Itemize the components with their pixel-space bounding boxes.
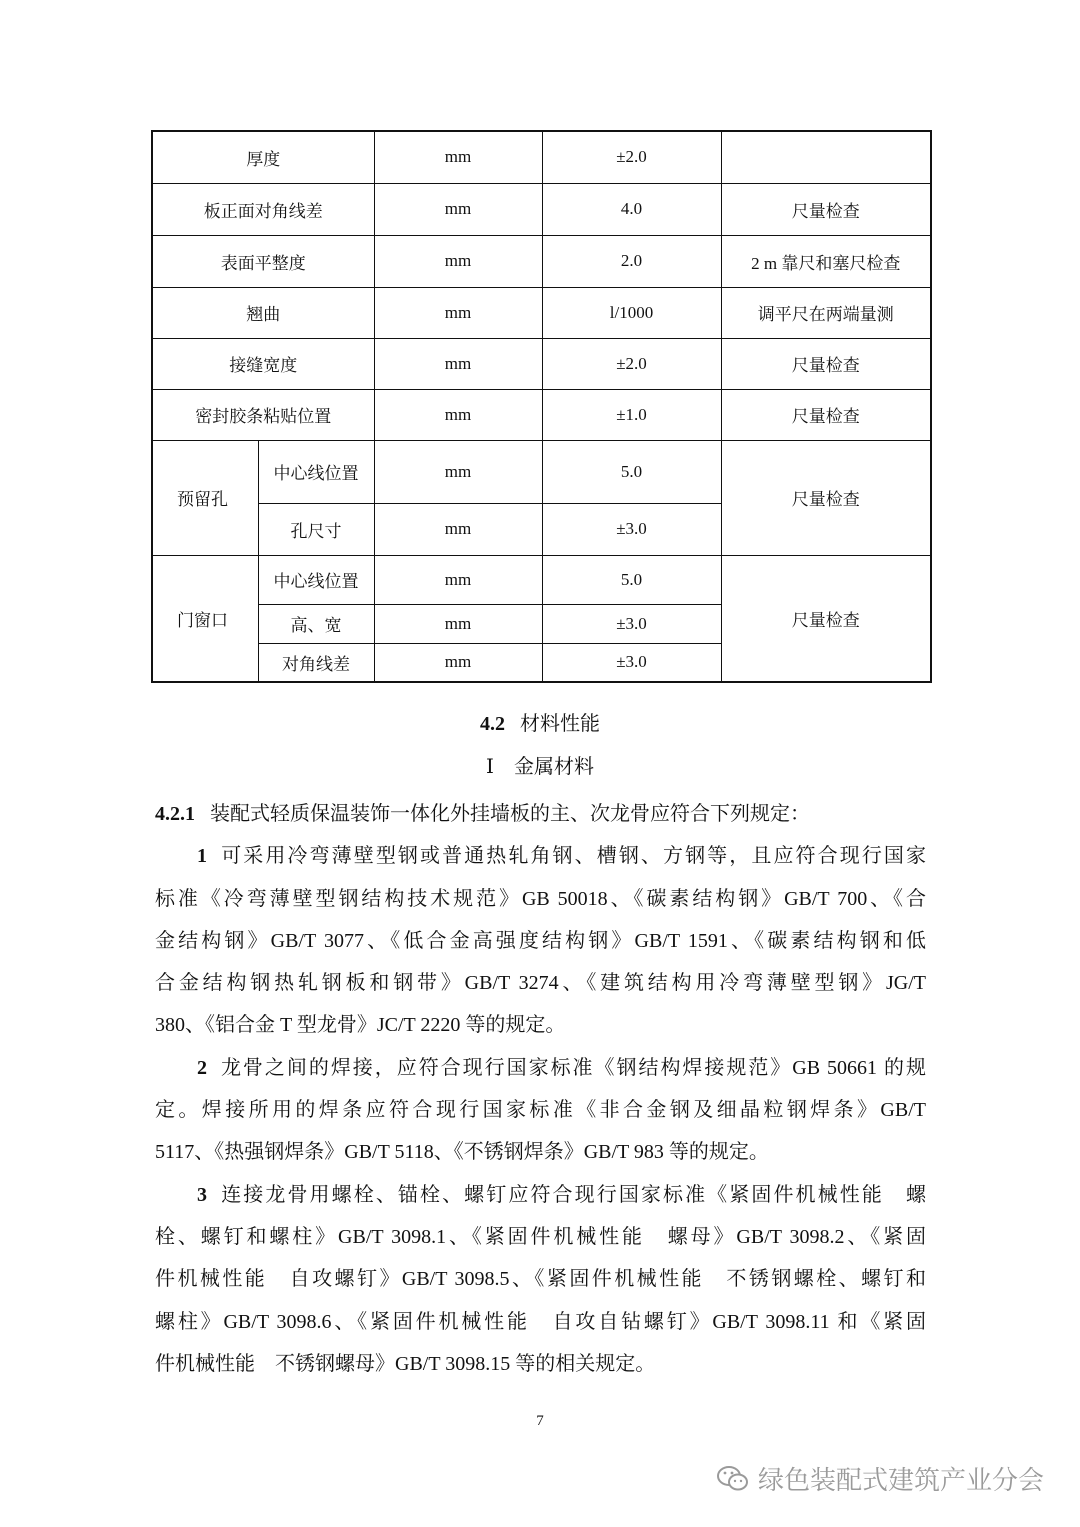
body-text xyxy=(155,793,926,1385)
tolerance-cell: 2.0 xyxy=(542,235,721,287)
unit-cell: mm xyxy=(374,183,542,235)
paragraph-line xyxy=(155,962,926,1004)
method-cell: 尺量检查 xyxy=(721,338,931,389)
section-title: 材料性能 xyxy=(520,713,600,735)
item-cell: 厚度 xyxy=(152,131,374,183)
line-text: 金结构钢》GB/T 3077、《低合金高强度结构钢》GB/T 1591、《碳素结构钢和低 xyxy=(155,929,926,952)
table-row xyxy=(152,183,931,235)
unit-cell: mm xyxy=(374,338,542,389)
table-row xyxy=(152,131,931,183)
sub-item-cell: 高、宽 xyxy=(258,604,374,643)
item-cell: 板正面对角线差 xyxy=(152,183,374,235)
unit-cell: mm xyxy=(374,604,542,643)
table-row xyxy=(152,287,931,338)
line-text: 龙骨之间的焊接，应符合现行国家标准《钢结构焊接规范》GB 50661 的规 xyxy=(220,1056,926,1079)
line-text: 螺柱》GB/T 3098.6、《紧固件机械性能 自攻自钻螺钉》GB/T 3098.11 和《紧固 xyxy=(155,1310,926,1333)
table-row xyxy=(152,338,931,389)
line-text: 380、《铝合金 T 型龙骨》JC/T 2220 等的规定。 xyxy=(155,1014,566,1037)
method-cell: 尺量检查 xyxy=(721,555,931,682)
paragraph-line xyxy=(155,1216,926,1258)
item-cell: 翘曲 xyxy=(152,287,374,338)
line-text: 合金结构钢热轧钢板和钢带》GB/T 3274、《建筑结构用冷弯薄壁型钢》JG/T xyxy=(155,972,926,995)
line-text: 5117、《热强钢焊条》GB/T 5118、《不锈钢焊条》GB/T 983 等的规定。 xyxy=(155,1141,769,1164)
subsection-number: Ⅰ xyxy=(486,756,494,778)
line-text: 件机械性能 不锈钢螺母》GB/T 3098.15 等的相关规定。 xyxy=(155,1352,656,1375)
paragraph-line xyxy=(155,1301,926,1343)
method-cell: 2 m 靠尺和塞尺检查 xyxy=(721,235,931,287)
item-number: 1 xyxy=(197,845,207,868)
item-number: 2 xyxy=(197,1056,207,1079)
line-text: 件机械性能 自攻螺钉》GB/T 3098.5、《紧固件机械性能 不锈钢螺栓、螺钉和 xyxy=(155,1268,926,1291)
unit-cell: mm xyxy=(374,131,542,183)
watermark xyxy=(716,1460,1044,1497)
wechat-icon xyxy=(716,1464,750,1494)
table-row xyxy=(152,235,931,287)
tolerance-cell: 4.0 xyxy=(542,183,721,235)
table-row xyxy=(152,440,931,503)
paragraph-line xyxy=(155,878,926,920)
subsection-title: 金属材料 xyxy=(513,756,594,778)
unit-cell: mm xyxy=(374,503,542,555)
tolerance-cell: ±3.0 xyxy=(542,604,721,643)
paragraph-line xyxy=(155,1047,926,1089)
line-text: 标准《冷弯薄壁型钢结构技术规范》GB 50018、《碳素结构钢》GB/T 700、《合 xyxy=(155,887,926,910)
method-cell: 尺量检查 xyxy=(721,183,931,235)
tolerance-cell: ±1.0 xyxy=(542,389,721,440)
tolerance-table xyxy=(151,130,932,683)
paragraph-line xyxy=(155,1258,926,1300)
method-cell: 尺量检查 xyxy=(721,389,931,440)
item-cell: 密封胶条粘贴位置 xyxy=(152,389,374,440)
group-name-cell: 门窗口 xyxy=(152,555,258,682)
tolerance-cell: 5.0 xyxy=(542,555,721,604)
table-row xyxy=(152,389,931,440)
sub-item-cell: 中心线位置 xyxy=(258,440,374,503)
group-name-cell: 预留孔 xyxy=(152,440,258,555)
method-cell: 尺量检查 xyxy=(721,440,931,555)
item-cell: 接缝宽度 xyxy=(152,338,374,389)
page-number: 7 xyxy=(536,1413,544,1429)
line-text: 栓、螺钉和螺柱》GB/T 3098.1、《紧固件机械性能 螺母》GB/T 3098.2、《紧固 xyxy=(155,1225,926,1248)
tolerance-cell: ±3.0 xyxy=(542,503,721,555)
paragraph-line xyxy=(155,835,926,877)
unit-cell: mm xyxy=(374,440,542,503)
paragraph-line xyxy=(155,1004,926,1046)
unit-cell: mm xyxy=(374,235,542,287)
unit-cell: mm xyxy=(374,643,542,682)
section-number: 4.2 xyxy=(480,713,505,735)
line-text: 连接龙骨用螺栓、锚栓、螺钉应符合现行国家标准《紧固件机械性能 螺 xyxy=(221,1183,927,1206)
tolerance-cell: l/1000 xyxy=(542,287,721,338)
watermark-text: 绿色装配式建筑产业分会 xyxy=(757,1466,1044,1496)
line-text: 定。焊接所用的焊条应符合现行国家标准《非合金钢及细晶粒钢焊条》GB/T xyxy=(155,1099,926,1122)
paragraph-line xyxy=(155,1089,926,1131)
paragraph-line xyxy=(155,1131,926,1173)
method-cell xyxy=(721,131,931,183)
line-text: 可采用冷弯薄壁型钢或普通热轧角钢、槽钢、方钢等，且应符合现行国家 xyxy=(221,845,927,868)
tolerance-cell: ±2.0 xyxy=(542,131,721,183)
sub-item-cell: 对角线差 xyxy=(258,643,374,682)
item-cell: 表面平整度 xyxy=(152,235,374,287)
unit-cell: mm xyxy=(374,287,542,338)
sub-item-cell: 中心线位置 xyxy=(258,555,374,604)
section-heading xyxy=(0,707,1080,736)
paragraph-line xyxy=(155,1343,926,1385)
unit-cell: mm xyxy=(374,555,542,604)
paragraph-line xyxy=(155,1174,926,1216)
subsection-heading xyxy=(0,750,1080,779)
clause-4-2-1 xyxy=(155,793,926,835)
tolerance-cell: ±3.0 xyxy=(542,643,721,682)
clause-number: 4.2.1 xyxy=(155,803,195,825)
paragraph-line xyxy=(155,920,926,962)
tolerance-cell: 5.0 xyxy=(542,440,721,503)
item-number: 3 xyxy=(197,1183,207,1206)
sub-item-cell: 孔尺寸 xyxy=(258,503,374,555)
clause-text: 装配式轻质保温装饰一体化外挂墙板的主、次龙骨应符合下列规定： xyxy=(210,803,810,825)
method-cell: 调平尺在两端量测 xyxy=(721,287,931,338)
table-row xyxy=(152,555,931,604)
tolerance-cell: ±2.0 xyxy=(542,338,721,389)
unit-cell: mm xyxy=(374,389,542,440)
